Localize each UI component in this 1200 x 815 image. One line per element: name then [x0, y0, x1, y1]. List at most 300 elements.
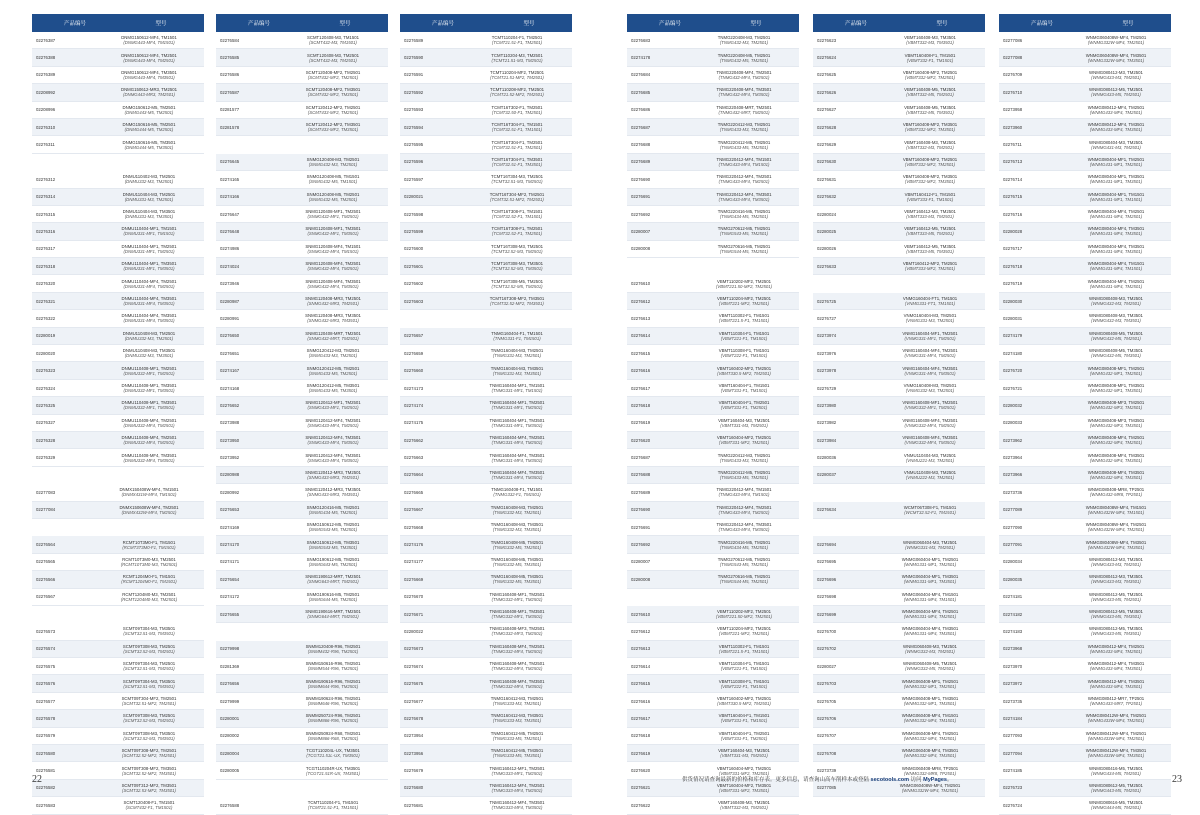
model-iso: SCMT120408-M3, TM2501 [307, 52, 359, 58]
model-ansi: (RCMT1204M0-F1, TM1501) [121, 579, 177, 585]
model-iso: SNMG120412-MF4, TM2501 [305, 417, 361, 423]
model-cell [1061, 800, 1171, 810]
product-code: 02276655 [220, 611, 240, 617]
product-code: 02276592 [404, 89, 424, 95]
model-ansi: (SCMT32.51-M3, TM3501) [123, 683, 175, 689]
product-code: 02276684 [631, 72, 651, 78]
model-cell [689, 713, 799, 723]
model-ansi: (WNMG433-M3, TM3501) [1091, 579, 1141, 585]
table-row [627, 310, 799, 327]
model-ansi: (DNMU332-MF1, TM3501) [123, 405, 175, 411]
model-iso: SNMM190624-R96, TM2501 [305, 696, 361, 702]
model-iso: WNMG080408W-MF4, TM2501 [1085, 522, 1147, 528]
model-cell [875, 383, 985, 393]
product-code: 02276664 [404, 472, 424, 478]
table-row [627, 136, 799, 153]
model-iso: WNMG080412-M3, TM3501 [1089, 574, 1143, 580]
model-iso: RCMT10T3M0-F1, TM1501 [122, 539, 176, 545]
product-code: 02276595 [404, 142, 424, 148]
product-code: 02276729 [817, 385, 837, 391]
model-ansi: (TNMG433-M5, TM2501) [719, 474, 769, 480]
model-cell [462, 713, 572, 723]
table-row [32, 32, 204, 49]
model-cell [1061, 748, 1171, 758]
table-row [400, 189, 572, 206]
model-iso: WNMG080408W-MF4, TM3501 [1085, 539, 1147, 545]
model-cell [94, 453, 204, 463]
model-cell [1061, 261, 1171, 271]
product-code: 02276610 [631, 611, 651, 617]
table-row [813, 675, 985, 692]
table-row [216, 119, 388, 136]
model-cell [462, 400, 572, 410]
product-code: 02273735 [1003, 698, 1023, 704]
table-row [627, 362, 799, 379]
model-iso: VBMT160412-F1, TM1501 [904, 191, 956, 197]
model-ansi: (SNMG432-MF4, TM2501) [307, 266, 359, 272]
model-cell [278, 522, 388, 532]
model-ansi: (VBMT332-MF2, TM3501) [904, 179, 956, 185]
model-iso: SCMT09T308-MF2, TM3501 [121, 765, 177, 771]
model-iso: SNMG120408-MR3, TM2501 [305, 296, 361, 302]
table-row [813, 206, 985, 223]
model-cell [1061, 348, 1171, 358]
table-row [627, 675, 799, 692]
model-cell [1061, 279, 1171, 289]
product-code: 02276613 [631, 646, 651, 652]
model-cell [462, 626, 572, 636]
right-page [600, 0, 1200, 811]
model-cell [462, 731, 572, 741]
model-iso: DNMG150616-M5, TM2501 [122, 122, 176, 128]
table-row [216, 84, 388, 101]
model-iso: SNMM150616-R96, TM2501 [305, 661, 361, 667]
model-iso: SCMT09T308-M3, TM3501 [122, 730, 176, 736]
table-row [32, 745, 204, 762]
table-row [813, 449, 985, 466]
table-row [32, 102, 204, 119]
table-row [400, 67, 572, 84]
table-row [627, 119, 799, 136]
model-cell [94, 296, 204, 306]
model-cell [689, 626, 799, 636]
model-iso: SNMG120408-MR3, TM3501 [305, 313, 361, 319]
table-row [999, 397, 1171, 414]
model-cell [689, 540, 799, 550]
product-code: 02276588 [220, 802, 240, 808]
product-code: 02277093 [1003, 733, 1023, 739]
mypages-link[interactable]: MyPages [923, 777, 947, 783]
product-code: 02276647 [220, 211, 240, 217]
model-cell [875, 313, 985, 323]
table-row [400, 32, 572, 49]
product-code: 02280992 [220, 489, 240, 495]
table-row [627, 606, 799, 623]
model-cell [278, 661, 388, 671]
model-iso: SNMG150612-M5, TM2501 [306, 522, 360, 528]
model-iso: DNMX150608W-MF4, TM2501 [119, 504, 179, 510]
table-row [400, 223, 572, 240]
model-iso: VNMG160408-MF4, TM2501 [902, 417, 958, 423]
catalog-column-2 [216, 14, 388, 815]
product-code: 02276618 [631, 402, 651, 408]
column-header: 产品编号 型号 [999, 14, 1171, 32]
model-ansi: (VBMT221.50-MF2, TM2501) [715, 614, 773, 620]
model-cell [1061, 87, 1171, 97]
product-code: 02280037 [817, 472, 837, 478]
model-ansi: (VBMT333-M5, TM3501) [906, 248, 954, 254]
product-code: 02276620 [631, 437, 651, 443]
model-iso: TCMT110204-M3, TM2501 [491, 52, 543, 58]
table-row [32, 623, 204, 640]
model-ansi: (TNMG331-MF4, TM3501) [491, 457, 543, 463]
model-iso: WNMG060408-MR8, TP2501 [901, 765, 959, 771]
model-cell [875, 261, 985, 271]
model-iso: DNMU110404-MF4, TM3501 [121, 313, 177, 319]
spacer-row [813, 484, 985, 501]
model-cell [689, 696, 799, 706]
model-cell [278, 592, 388, 602]
product-code: 02273984 [817, 437, 837, 443]
model-cell [875, 505, 985, 515]
product-code: 02276626 [817, 89, 837, 95]
model-iso: TNMG220416-M5, TM2501 [717, 209, 771, 215]
table-row [32, 589, 204, 606]
model-iso: TCMT110204-MF2, TM2501 [489, 69, 545, 75]
product-code: 02276692 [631, 211, 651, 217]
model-ansi: (VBMT331-MF2, TM2501) [718, 440, 770, 446]
product-code: 02276690 [631, 176, 651, 182]
product-code: 02276329 [36, 455, 56, 461]
product-code: 02273968 [1003, 646, 1023, 652]
model-ansi: (TNMG433-MF4, TM1501) [718, 492, 770, 498]
model-iso: TNMG160412-M5, TM2501 [490, 730, 544, 736]
table-row [216, 693, 388, 710]
model-ansi: (VBMT332-MF2, TM2501) [904, 74, 956, 80]
product-code: 02276686 [631, 107, 651, 113]
model-ansi: (SNMG432-MF4, TM3501) [307, 283, 359, 289]
table-row [999, 589, 1171, 606]
model-ansi: (VBMT331-F1, TM1501) [720, 718, 768, 724]
model-cell [462, 122, 572, 132]
model-ansi: (TCMT21.52-MF2, TM2501) [490, 92, 544, 98]
table-row [999, 484, 1171, 501]
product-code: 02281369 [220, 663, 240, 669]
page-number-left: 22 [32, 774, 42, 785]
model-cell [462, 140, 572, 150]
model-ansi: (WNMG443-M5, TM2501) [1091, 787, 1141, 793]
table-row [216, 484, 388, 501]
model-ansi: (WNMG432-M5, TM3501) [1091, 353, 1141, 359]
product-code: 02279999 [220, 698, 240, 704]
product-code: 02276616 [631, 368, 651, 374]
product-code: 02276389 [36, 72, 56, 78]
model-iso: WNMG080408-MF4, TM2501 [1087, 435, 1145, 441]
model-cell [689, 418, 799, 428]
model-iso: WNMG080412-MF4, TM3501 [1087, 678, 1145, 684]
model-ansi: (WNMG433-M5, TM3501) [1091, 631, 1141, 637]
model-iso: TNMG270616-M5, TM2501 [717, 574, 771, 580]
model-ansi: (SCMT32.52-MF2, TM2501) [122, 753, 176, 759]
product-code: 02276596 [404, 159, 424, 165]
model-iso: WNMG080412-M3, TM2501 [1089, 69, 1143, 75]
model-iso: WNMG080412-M5, TM2501 [1089, 591, 1143, 597]
model-ansi: (VBMT332-M3, TM3501) [906, 40, 954, 46]
product-code: 02280008 [631, 246, 651, 252]
model-iso: WNMG060404-MF4, TM3501 [901, 626, 959, 632]
page-number-right: 23 [1172, 774, 1182, 785]
model-cell [462, 261, 572, 271]
model-ansi: (SNMG433-M5, TM3501) [308, 388, 358, 393]
model-ansi: (DNMU331-MF1, TM1501) [123, 231, 175, 237]
table-row [400, 102, 572, 119]
product-code: 02280026 [817, 246, 837, 252]
table-row [400, 467, 572, 484]
model-cell [689, 174, 799, 184]
model-cell [689, 522, 799, 532]
model-ansi: (WNMG431-MF1, TM3501) [1089, 179, 1143, 185]
model-ansi: (WNMG432W-MF4, TM1501) [1087, 509, 1145, 515]
model-ansi: (WNMG433W-MF4, TM3501) [1087, 753, 1145, 759]
product-code: 02274181 [1003, 594, 1023, 600]
table-row [813, 328, 985, 345]
table-row [627, 467, 799, 484]
model-ansi: (WNMG432-MF1, TM2501) [1089, 370, 1143, 376]
model-ansi: (TNMG332-M5, TM3501) [492, 579, 542, 585]
model-ansi: (TNMG432-MF4, TM2501) [718, 74, 770, 80]
model-iso: SCMT09T304-M3, TM3501 [122, 626, 176, 632]
product-code: 02280022 [404, 628, 424, 634]
spacer-row [627, 589, 799, 606]
model-ansi: (DNMG444-M5, TM3501) [124, 144, 174, 150]
column-header: 产品编号 型号 [627, 14, 799, 32]
model-ansi: (SCMT432-MF2, TM2501) [307, 74, 359, 80]
product-code: 02273980 [817, 402, 837, 408]
model-iso: VBMT160408-MF2, TM2501 [902, 69, 958, 75]
model-cell [94, 679, 204, 689]
model-ansi: (VBMT332-M3, TM2501) [720, 805, 768, 811]
model-iso: TNMG160404-M3, TM3501 [490, 365, 544, 371]
model-ansi: (SNMM544-R96, TM2501) [307, 666, 359, 672]
model-ansi: (WNMG433-M5, TM2501) [1091, 596, 1141, 602]
model-ansi: (SNMG543-M5, TM3501) [308, 544, 358, 550]
table-row [32, 171, 204, 188]
model-cell [94, 783, 204, 793]
model-iso: SNMG120408-M5, TM1501 [306, 174, 360, 180]
model-iso: VBMT110202-MF2, TM2501 [716, 278, 772, 284]
table-row [627, 102, 799, 119]
model-cell [94, 487, 204, 497]
model-iso: TNMG220408-M5, TM2501 [717, 52, 771, 58]
product-code: 02276723 [1003, 785, 1023, 791]
model-ansi: (SNMG433-MF4, TM3501) [307, 440, 359, 446]
table-row [216, 710, 388, 727]
table-row [999, 380, 1171, 397]
model-ansi: (SCMT432-M3, TM1501) [309, 40, 357, 46]
model-iso: TNMG160408-MF1, TM3501 [489, 609, 545, 615]
product-code: 02274182 [1003, 611, 1023, 617]
model-ansi: (WNMG433-M5, TM3501) [1091, 614, 1141, 620]
model-iso: SNMG120412-M5, TM3501 [306, 383, 360, 388]
table-row [32, 258, 204, 275]
product-code: 02276586 [220, 72, 240, 78]
product-code: 02276582 [36, 785, 56, 791]
table-row [400, 275, 572, 292]
table-row [813, 310, 985, 327]
model-iso: VBMT160408-M5, TM3501 [904, 104, 956, 110]
model-iso: RCMT10T3M0-M3, TM2501 [122, 556, 176, 562]
table-row [627, 380, 799, 397]
model-ansi: (WNMG433-MR7, TP2501) [1089, 701, 1143, 707]
product-code: 02276612 [631, 298, 651, 304]
model-iso: SNMM120408-R96, TM2501 [305, 643, 361, 649]
model-iso: RCMT1204M0-M3, TM2501 [122, 591, 176, 597]
product-code: 02273954 [404, 733, 424, 739]
table-row [813, 571, 985, 588]
model-cell [94, 540, 204, 550]
model-cell [875, 226, 985, 236]
product-code: 02276311 [36, 142, 55, 148]
model-iso: WNMG080408-MF1, TM3501 [1087, 383, 1145, 388]
model-iso: VBMT160412-MF2, TM2501 [902, 261, 958, 267]
product-code: 02280035 [1003, 576, 1023, 582]
model-iso: VNMG160404-MF4, TM3501 [902, 365, 958, 371]
table-row [216, 310, 388, 327]
product-code: 02273976 [817, 350, 837, 356]
model-ansi: (DNMU331-M3, TM3501) [124, 214, 174, 220]
model-cell [689, 783, 799, 793]
model-iso: VBMT160404-M3, TM2501 [718, 748, 770, 754]
model-ansi: (TNMG433-MF4, TM1501) [718, 161, 770, 167]
product-code: 02276388 [36, 55, 56, 61]
model-cell [94, 331, 204, 341]
model-ansi: (RCMT10T3M0-M3, TM2501) [120, 561, 178, 567]
model-iso: DNMU110408-MF1, TM3501 [121, 400, 177, 406]
model-ansi: (VBMT332-M5, TM2501) [906, 92, 954, 98]
model-iso: WNMG080412-MF4, TM2501 [1087, 643, 1145, 649]
model-iso: DNMU110408-MF4, TM2501 [121, 417, 177, 423]
model-cell [462, 609, 572, 619]
product-code: 02276601 [404, 263, 424, 269]
column-header: 产品编号 型号 [32, 14, 204, 32]
table-row [216, 641, 388, 658]
model-ansi: (VBMT330.5-MF2, TM2501) [717, 370, 771, 376]
column-rows [627, 32, 799, 815]
model-cell [94, 800, 204, 810]
product-code: 02276709 [1003, 72, 1023, 78]
table-row [400, 589, 572, 606]
table-row [216, 380, 388, 397]
model-ansi: (WNMG433-M5, TM2501) [1091, 92, 1141, 98]
model-cell [875, 366, 985, 376]
model-ansi: (WNMG433-M3, TM2501) [1091, 74, 1141, 80]
model-ansi: (WNMG433-MF4, TM2501) [1089, 109, 1143, 115]
model-ansi: (DNMG443-M5, TM2501) [124, 109, 174, 115]
product-code: 02276650 [220, 333, 240, 339]
model-cell [689, 661, 799, 671]
model-cell [875, 244, 985, 254]
table-row [627, 328, 799, 345]
table-row [813, 658, 985, 675]
spacer-row [32, 606, 204, 623]
model-iso: VBMT110302-F1, TM1501 [718, 313, 770, 319]
model-cell [94, 226, 204, 236]
product-code: 02274173 [404, 385, 424, 391]
model-ansi: (WNMG434-M5, TM2501) [1091, 770, 1141, 776]
model-cell [94, 174, 204, 184]
product-code: 02276599 [404, 228, 424, 234]
model-iso: TNMG160404-M3, TM2501 [490, 348, 544, 354]
model-ansi: (VNMG331-MF1, TM2501) [904, 335, 956, 341]
model-ansi: (TNMG332-MF4, TM2501) [491, 648, 543, 654]
product-code: 02276660 [404, 368, 424, 374]
website-link[interactable]: secotools.com [870, 777, 910, 783]
product-code: 02276691 [631, 524, 651, 530]
model-iso: WNMG080412W-MF4, TM2501 [1085, 730, 1147, 736]
product-code: 02276687 [631, 124, 651, 130]
model-iso: TCMT16T302-F1, TM2501 [491, 104, 543, 110]
product-code: 02276696 [817, 576, 837, 582]
model-iso: VBMT160404-MF2, TM2501 [716, 435, 772, 441]
model-iso: SNMG120412-MR3, TM3501 [305, 487, 361, 493]
product-code: 02276695 [817, 559, 837, 565]
model-iso: DNMU110404-MF4, TM2501 [121, 278, 177, 284]
table-row [999, 154, 1171, 171]
table-row [813, 362, 985, 379]
model-cell [278, 435, 388, 445]
model-iso: WNMG060408-MF4, TM2501 [901, 730, 959, 736]
table-row [813, 693, 985, 710]
product-code: 02273960 [1003, 124, 1023, 130]
model-ansi: (DNMX431W-MF4, TM1501) [121, 492, 177, 498]
model-ansi: (RCMT1204M0-M3, TM2501) [120, 596, 178, 602]
product-code: 02276698 [817, 594, 837, 600]
model-cell [1061, 209, 1171, 219]
table-row [627, 84, 799, 101]
table-row [999, 223, 1171, 240]
model-iso: SNMG190616-MRT, TM2501 [305, 609, 361, 615]
model-cell [689, 383, 799, 393]
table-row [813, 536, 985, 553]
product-code: 02276645 [220, 159, 240, 165]
model-iso: WNMG080408W-MF4, TM1501 [1085, 504, 1147, 510]
product-code: 02276687 [631, 455, 651, 461]
model-iso: TNMG220412-MF4, TM3501 [716, 191, 772, 197]
product-code: 02273974 [817, 333, 837, 339]
table-row [627, 658, 799, 675]
table-row [999, 554, 1171, 571]
model-ansi: (WNMG331-MF1, TM2501) [903, 561, 957, 567]
model-cell [278, 400, 388, 410]
table-row [813, 84, 985, 101]
model-ansi: (SCMT32.52-M3, TM2501) [123, 718, 175, 724]
product-code: 02276725 [817, 298, 837, 304]
model-ansi: (SNMG644-MRT, TM2501) [307, 614, 359, 620]
product-code: 02276714 [1003, 176, 1023, 182]
model-ansi: (SNMG432-MRT, TM2501) [307, 335, 359, 341]
model-iso: DNMU110402-M3, TM2501 [122, 174, 176, 180]
table-row [999, 241, 1171, 258]
product-code: 02274177 [404, 559, 424, 565]
model-iso: VBMT160404-F1, TM1501 [718, 383, 770, 388]
model-iso: TNMG220412-MF4, TM3501 [716, 522, 772, 528]
model-cell [94, 244, 204, 254]
model-ansi: (TNMG331-F1, TM1501) [493, 335, 541, 341]
model-cell [1061, 435, 1171, 445]
model-cell [875, 70, 985, 80]
product-code: 02276685 [631, 89, 651, 95]
product-code: 02276578 [36, 715, 56, 721]
